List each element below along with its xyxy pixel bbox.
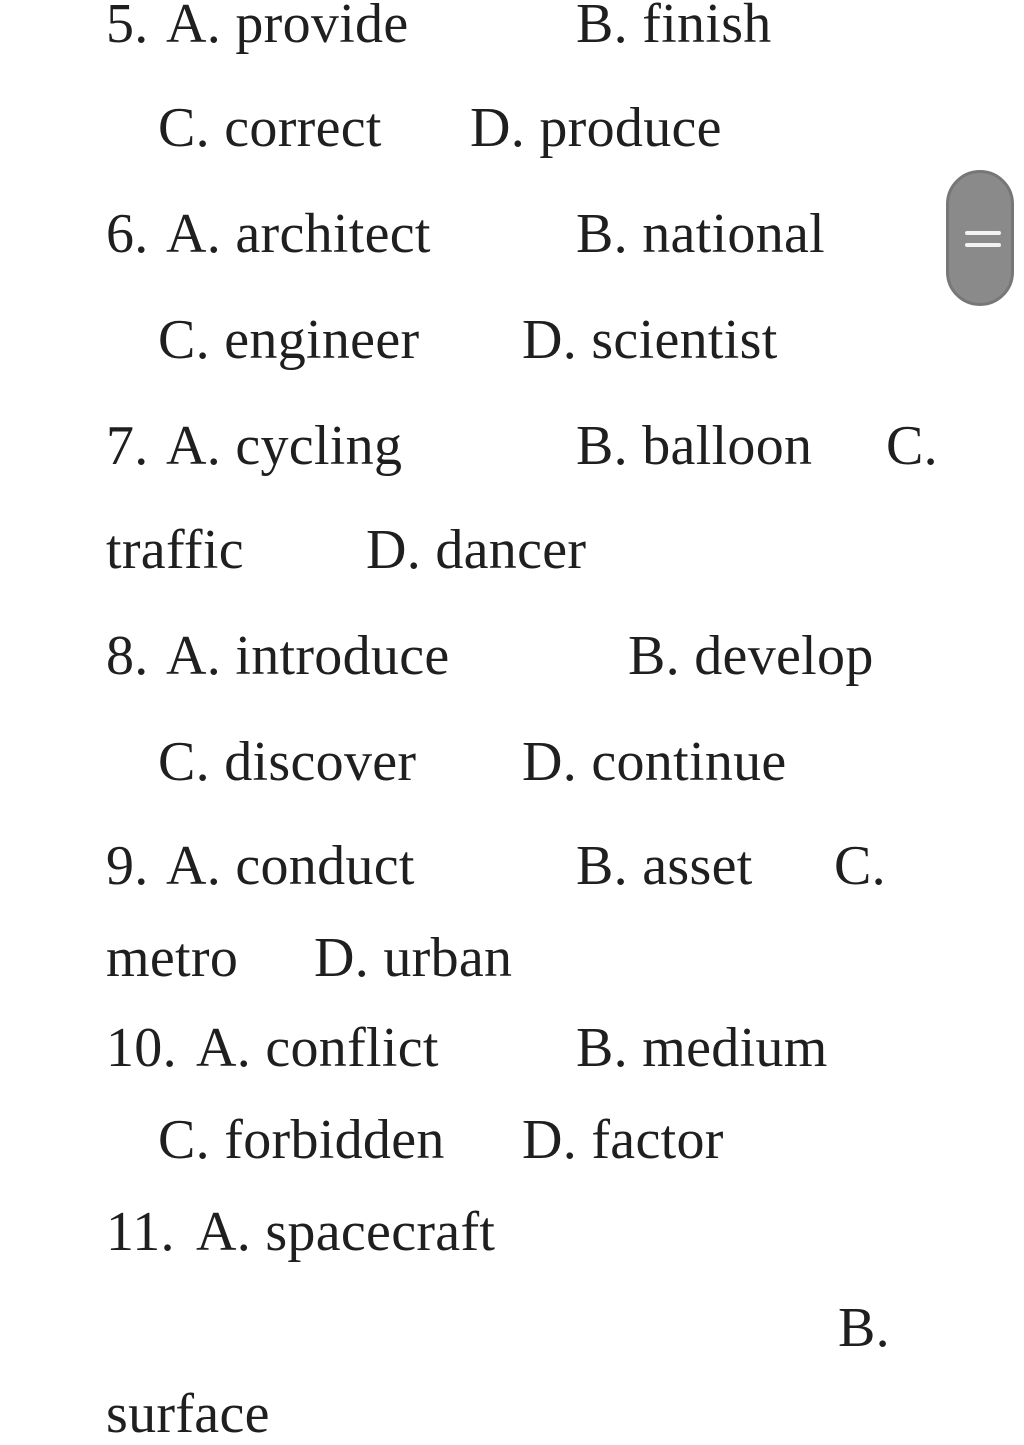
question-10-option-a: A. conflict xyxy=(196,1017,439,1079)
question-8-option-d: D. continue xyxy=(522,731,787,793)
question-10-option-b: B. medium xyxy=(576,1017,828,1079)
question-11-number: 11. xyxy=(106,1201,175,1263)
scroll-grip-icon xyxy=(965,231,1001,235)
scroll-handle[interactable] xyxy=(946,170,1014,306)
question-8-option-a: A. introduce xyxy=(166,625,450,687)
question-10-number: 10. xyxy=(106,1017,177,1079)
question-9-option-c-word: metro xyxy=(106,927,239,989)
question-7-option-c-letter: C. xyxy=(886,415,938,477)
question-7-option-a: A. cycling xyxy=(166,415,403,477)
question-5-option-b: B. finish xyxy=(576,0,772,55)
question-10-option-c: C. forbidden xyxy=(158,1109,445,1171)
question-8-option-b: B. develop xyxy=(628,625,874,687)
question-9-option-a: A. conduct xyxy=(166,835,415,897)
question-11-option-b-word: surface xyxy=(106,1383,270,1445)
scroll-grip-icon xyxy=(965,243,1001,247)
question-6-option-c: C. engineer xyxy=(158,309,420,371)
question-5-option-d: D. produce xyxy=(470,97,722,159)
question-9-option-c-letter: C. xyxy=(834,835,886,897)
question-9-number: 9. xyxy=(106,835,149,897)
question-9-option-d: D. urban xyxy=(314,927,513,989)
question-10-option-d: D. factor xyxy=(522,1109,724,1171)
question-7-option-b: B. balloon xyxy=(576,415,813,477)
question-6-option-a: A. architect xyxy=(166,203,431,265)
question-11-option-b-letter: B. xyxy=(838,1297,890,1359)
question-6-number: 6. xyxy=(106,203,149,265)
question-5-number: 5. xyxy=(106,0,149,55)
question-7-option-c-word: traffic xyxy=(106,519,244,581)
question-7-option-d: D. dancer xyxy=(366,519,587,581)
question-8-option-c: C. discover xyxy=(158,731,417,793)
question-6-option-d: D. scientist xyxy=(522,309,778,371)
question-5-option-a: A. provide xyxy=(166,0,409,55)
question-5-option-c: C. correct xyxy=(158,97,382,159)
question-7-number: 7. xyxy=(106,415,149,477)
question-9-option-b: B. asset xyxy=(576,835,753,897)
question-11-option-a: A. spacecraft xyxy=(196,1201,496,1263)
question-6-option-b: B. national xyxy=(576,203,826,265)
question-8-number: 8. xyxy=(106,625,149,687)
